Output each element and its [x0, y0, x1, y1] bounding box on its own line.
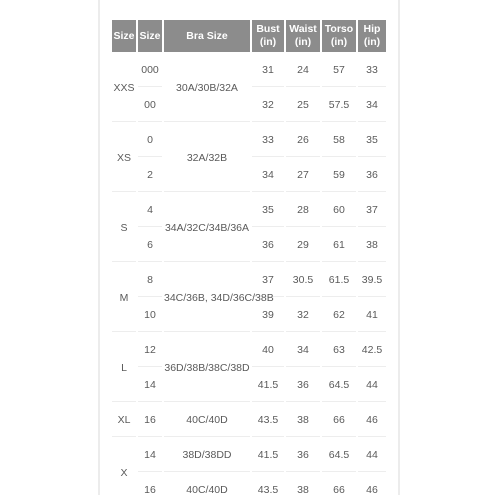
- waist-cell: 36: [286, 369, 320, 402]
- header-size: Size: [112, 20, 136, 52]
- size-number-cell: 00: [138, 89, 162, 122]
- waist-cell: 32: [286, 299, 320, 332]
- size-number-cell: 16: [138, 404, 162, 437]
- size-group-cell: X: [112, 439, 136, 495]
- size-chart-table: [110, 18, 388, 495]
- torso-cell: 62: [322, 299, 356, 332]
- hip-cell: 37: [358, 194, 386, 227]
- torso-cell: 60: [322, 194, 356, 227]
- header-torso: [322, 20, 356, 52]
- bust-cell: 40: [252, 334, 284, 367]
- bust-cell: 35: [252, 194, 284, 227]
- table-row: [112, 54, 386, 87]
- bra-size-cell: 30A/30B/32A: [164, 54, 250, 122]
- size-number-cell: 8: [138, 264, 162, 297]
- waist-cell: 26: [286, 124, 320, 157]
- waist-cell: 36: [286, 439, 320, 472]
- bra-size-cell: 34A/32C/34B/36A: [164, 194, 250, 262]
- size-number-cell: 2: [138, 159, 162, 192]
- size-number-cell: 12: [138, 334, 162, 367]
- header-waist-label: Waist: [289, 23, 317, 35]
- size-number-cell: 16: [138, 474, 162, 495]
- size-group-cell: XL: [112, 404, 136, 437]
- table-row: [112, 334, 386, 367]
- waist-cell: 34: [286, 334, 320, 367]
- waist-cell: 38: [286, 404, 320, 437]
- bust-cell: 43.5: [252, 404, 284, 437]
- bra-size-cell: 38D/38DD: [164, 439, 250, 472]
- torso-cell: 61: [322, 229, 356, 262]
- header-bust-unit: (in): [259, 36, 277, 48]
- table-row: [112, 264, 386, 297]
- hip-cell: 35: [358, 124, 386, 157]
- size-number-cell: 0: [138, 124, 162, 157]
- size-number-cell: 14: [138, 439, 162, 472]
- waist-cell: 30.5: [286, 264, 320, 297]
- header-bra-size: Bra Size: [164, 20, 250, 52]
- waist-cell: 25: [286, 89, 320, 122]
- table-row: [112, 124, 386, 157]
- table-row: [112, 474, 386, 495]
- hip-cell: 34: [358, 89, 386, 122]
- header-bust: [252, 20, 284, 52]
- torso-cell: 57.5: [322, 89, 356, 122]
- torso-cell: 57: [322, 54, 356, 87]
- header-torso-label: Torso: [324, 23, 354, 35]
- hip-cell: 36: [358, 159, 386, 192]
- size-group-cell: XS: [112, 124, 136, 192]
- header-hip-unit: (in): [363, 36, 381, 48]
- bust-cell: 36: [252, 229, 284, 262]
- size-number-cell: 6: [138, 229, 162, 262]
- bra-size-cell: 32A/32B: [164, 124, 250, 192]
- bust-cell: 37: [252, 264, 284, 297]
- table-row: [112, 194, 386, 227]
- size-group-cell: M: [112, 264, 136, 332]
- size-number-cell: 10: [138, 299, 162, 332]
- bust-cell: 32: [252, 89, 284, 122]
- bust-cell: 41.5: [252, 369, 284, 402]
- waist-cell: 24: [286, 54, 320, 87]
- size-number-cell: 4: [138, 194, 162, 227]
- hip-cell: 44: [358, 439, 386, 472]
- hip-cell: 42.5: [358, 334, 386, 367]
- waist-cell: 38: [286, 474, 320, 495]
- size-group-cell: S: [112, 194, 136, 262]
- torso-cell: 59: [322, 159, 356, 192]
- hip-cell: 39.5: [358, 264, 386, 297]
- waist-cell: 27: [286, 159, 320, 192]
- header-waist-unit: (in): [294, 36, 312, 48]
- bust-cell: 33: [252, 124, 284, 157]
- hip-cell: 41: [358, 299, 386, 332]
- header-row: [112, 20, 386, 52]
- size-number-cell: 000: [138, 54, 162, 87]
- bra-size-cell: 34C/36B, 34D/36C/38B: [164, 264, 250, 332]
- table-row: [112, 404, 386, 437]
- waist-cell: 28: [286, 194, 320, 227]
- bust-cell: 41.5: [252, 439, 284, 472]
- bust-cell: 34: [252, 159, 284, 192]
- waist-cell: 29: [286, 229, 320, 262]
- torso-cell: 66: [322, 474, 356, 495]
- bust-cell: 39: [252, 299, 284, 332]
- header-torso-unit: (in): [330, 36, 348, 48]
- size-group-cell: L: [112, 334, 136, 402]
- bra-size-cell: 40C/40D: [164, 404, 250, 437]
- hip-cell: 44: [358, 369, 386, 402]
- torso-cell: 58: [322, 124, 356, 157]
- size-group-cell: XXS: [112, 54, 136, 122]
- torso-cell: 64.5: [322, 439, 356, 472]
- header-hip-label: Hip: [363, 23, 381, 35]
- hip-cell: 46: [358, 474, 386, 495]
- bra-size-cell: 36D/38B/38C/38D: [164, 334, 250, 402]
- size-number-cell: 14: [138, 369, 162, 402]
- header-size-number: Size: [138, 20, 162, 52]
- torso-cell: 61.5: [322, 264, 356, 297]
- bust-cell: 31: [252, 54, 284, 87]
- torso-cell: 63: [322, 334, 356, 367]
- header-bust-label: Bust: [256, 23, 280, 35]
- table-row: [112, 439, 386, 472]
- bust-cell: 43.5: [252, 474, 284, 495]
- hip-cell: 46: [358, 404, 386, 437]
- torso-cell: 66: [322, 404, 356, 437]
- bra-size-cell: 40C/40D: [164, 474, 250, 495]
- hip-cell: 33: [358, 54, 386, 87]
- torso-cell: 64.5: [322, 369, 356, 402]
- header-waist: [286, 20, 320, 52]
- hip-cell: 38: [358, 229, 386, 262]
- header-hip: [358, 20, 386, 52]
